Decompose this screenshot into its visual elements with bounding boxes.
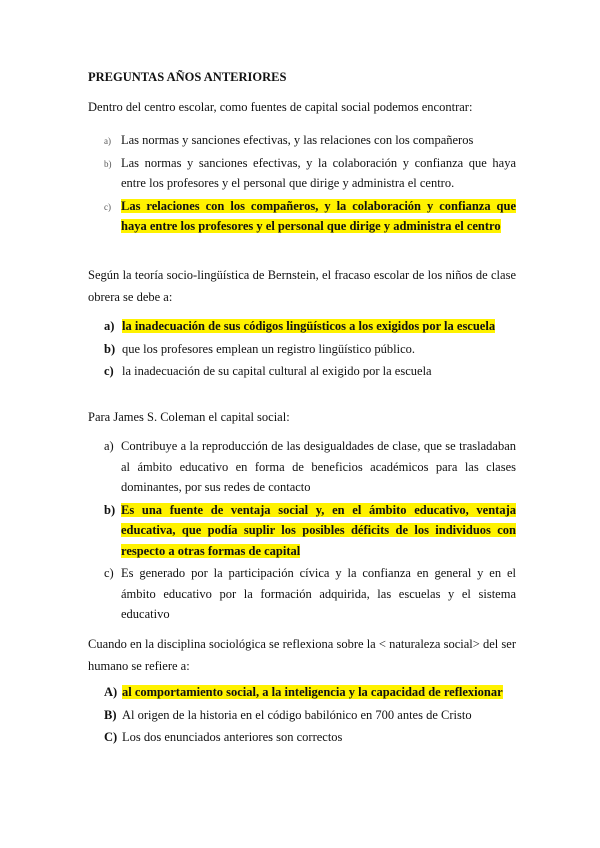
question-1-options <box>104 130 516 239</box>
option-text: Las normas y sanciones efectivas, y las relaciones con los compañeros <box>121 133 474 147</box>
option-label: C) <box>104 730 118 744</box>
option-label: b) <box>104 158 112 169</box>
question-4-option-b <box>104 705 516 726</box>
question-2-options <box>104 316 516 384</box>
option-text: Contribuye a la reproducción de las desigualdades de clase, que se trasladaban al ámbito educativo en forma de beneficios académicos para las clases dominantes, por sus redes de contacto <box>121 439 516 494</box>
page-title: PREGUNTAS AÑOS ANTERIORES <box>88 70 287 84</box>
question-1-option-a <box>104 130 516 151</box>
question-1-option-c <box>104 196 516 237</box>
question-4-text: Cuando en la disciplina sociológica se reflexiona sobre la < naturaleza social> del ser humano se refiere a: <box>88 637 516 673</box>
option-label: c) <box>104 201 111 212</box>
option-text: Las normas y sanciones efectivas, y la colaboración y confianza que haya entre los profesores y el personal que dirige y administra el centro. <box>121 155 516 190</box>
question-3-options <box>104 436 516 627</box>
option-text: Al origen de la historia en el código babilónico en 700 antes de Cristo <box>122 707 472 722</box>
question-3-option-b <box>104 500 516 562</box>
question-4-option-c <box>104 727 516 748</box>
question-2-option-b <box>104 339 516 360</box>
correct-answer-highlight: Es una fuente de ventaja social y, en el ámbito educativo, ventaja educativa, que podía suplir los posibles déficits de los individuos con respecto a otras formas de capital <box>121 502 516 558</box>
question-3-option-c <box>104 563 516 625</box>
option-label: c) <box>104 566 114 580</box>
question-4-option-a <box>104 682 516 703</box>
correct-answer-highlight: Las relaciones con los compañeros, y la colaboración y confianza que haya entre los profesores y el personal que dirige y administra el centro <box>121 198 516 233</box>
option-label: a) <box>104 439 114 453</box>
question-2-option-a <box>104 316 516 337</box>
option-label: B) <box>104 707 117 722</box>
question-1-text: Dentro del centro escolar, como fuentes de capital social podemos encontrar: <box>88 100 473 114</box>
option-text: Los dos enunciados anteriores son correctos <box>122 730 343 744</box>
option-label: a) <box>104 319 115 333</box>
question-3-option-a <box>104 436 516 498</box>
question-2-text: Según la teoría socio-lingüística de Bernstein, el fracaso escolar de los niños de clase obrera se debe a: <box>88 268 516 304</box>
correct-answer-highlight: al comportamiento social, a la inteligencia y la capacidad de reflexionar <box>122 685 503 699</box>
option-label: b) <box>104 502 116 517</box>
question-1-option-b <box>104 153 516 194</box>
option-label: A) <box>104 685 118 699</box>
question-3-text: Para James S. Coleman el capital social: <box>88 410 290 424</box>
question-4-options <box>104 682 516 750</box>
option-text: la inadecuación de su capital cultural al exigido por la escuela <box>122 364 432 378</box>
question-2-option-c <box>104 361 516 382</box>
option-label: a) <box>104 136 111 146</box>
option-text: que los profesores emplean un registro lingüístico público. <box>122 341 415 356</box>
option-text: Es generado por la participación cívica y la confianza en general y en el ámbito educativo por la formación adquirida, las escuelas y el sistema educativo <box>121 566 516 621</box>
correct-answer-highlight: la inadecuación de sus códigos lingüísticos a los exigidos por la escuela <box>122 319 496 333</box>
option-label: b) <box>104 341 116 356</box>
option-label: c) <box>104 364 114 378</box>
